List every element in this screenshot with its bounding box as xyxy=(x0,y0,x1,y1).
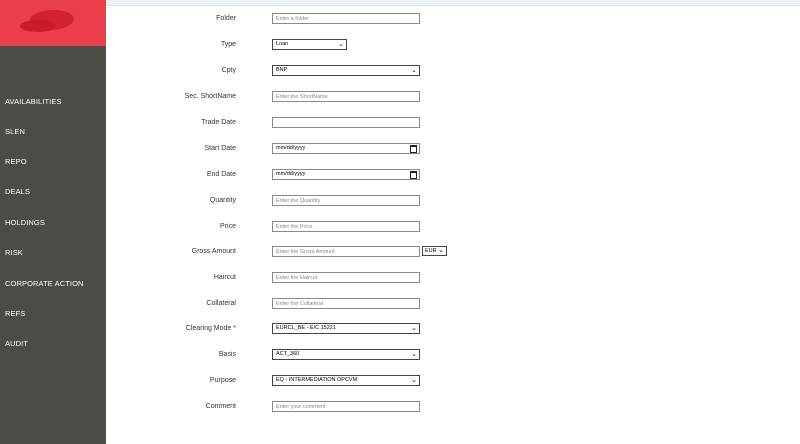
chevron-down-icon: ⌄ xyxy=(411,325,417,332)
start-date-label: Start Date xyxy=(204,145,236,152)
sidebar-item-slen[interactable]: SLEN xyxy=(5,127,25,136)
folder-label: Folder xyxy=(216,15,236,22)
comment-label: Comment xyxy=(205,403,236,410)
sidebar-item-repo[interactable]: REPO xyxy=(5,157,27,166)
quantity-label: Quantity xyxy=(209,197,236,204)
haircut-input[interactable] xyxy=(272,272,420,283)
end-date-value: mm/dd/yyyy xyxy=(276,171,306,177)
currency-select-value: EUR xyxy=(425,248,437,254)
trade-date-input[interactable] xyxy=(272,117,420,128)
cpty-select-value: BNP xyxy=(276,67,288,73)
calendar-icon[interactable] xyxy=(410,171,417,179)
gross-amount-label: Gross Amount xyxy=(191,248,236,255)
purpose-label: Purpose xyxy=(209,377,236,384)
calendar-icon[interactable] xyxy=(410,145,417,153)
chevron-down-icon: ⌄ xyxy=(411,67,417,74)
basis-select[interactable] xyxy=(272,349,420,360)
sidebar-item-audit[interactable]: AUDIT xyxy=(5,339,28,348)
currency-select[interactable] xyxy=(422,246,447,256)
chevron-down-icon: ⌄ xyxy=(411,351,417,358)
chevron-down-icon: ⌄ xyxy=(438,247,444,254)
price-label: Price xyxy=(220,223,236,230)
purpose-select-value: EQ - INTERMEDIATION OPCVM xyxy=(276,377,358,383)
folder-input[interactable] xyxy=(272,13,420,24)
sidebar-item-refs[interactable]: REFS xyxy=(5,309,26,318)
collateral-label: Collateral xyxy=(206,300,236,307)
sec-shortname-label: Sec. ShortName xyxy=(184,93,236,100)
end-date-input[interactable] xyxy=(272,169,420,180)
cpty-select[interactable] xyxy=(272,65,420,76)
price-input[interactable] xyxy=(272,221,420,232)
top-bar xyxy=(106,0,800,6)
haircut-label: Haircut xyxy=(213,274,236,281)
gross-amount-input[interactable] xyxy=(272,246,420,257)
comment-input[interactable] xyxy=(272,401,420,412)
basis-select-value: ACT_360 xyxy=(276,351,300,357)
end-date-label: End Date xyxy=(206,171,236,178)
clearing-mode-select-value: EURCL_BE - E/C 15221 xyxy=(276,325,336,331)
type-select[interactable] xyxy=(272,39,347,50)
quantity-input[interactable] xyxy=(272,195,420,206)
sidebar-item-availabilities[interactable]: AVAILABILITIES xyxy=(5,97,62,106)
chevron-down-icon: ⌄ xyxy=(338,41,344,48)
sidebar-item-corporate-action[interactable]: CORPORATE ACTION xyxy=(5,279,84,288)
collateral-input[interactable] xyxy=(272,298,420,309)
sidebar-item-holdings[interactable]: HOLDINGS xyxy=(5,218,45,227)
sidebar-item-deals[interactable]: DEALS xyxy=(5,187,31,196)
start-date-value: mm/dd/yyyy xyxy=(276,145,306,151)
basis-label: Basis xyxy=(218,351,236,358)
type-select-value: Loan xyxy=(276,41,289,47)
trade-date-label: Trade Date xyxy=(201,119,236,126)
cpty-label: Cpty xyxy=(221,67,236,74)
sec-shortname-input[interactable] xyxy=(272,91,420,102)
type-label: Type xyxy=(220,41,236,48)
clearing-mode-select[interactable] xyxy=(272,323,420,334)
chevron-down-icon: ⌄ xyxy=(411,377,417,384)
clearing-mode-label: Clearing Mode * xyxy=(185,325,236,332)
purpose-select[interactable] xyxy=(272,375,420,386)
sidebar-item-risk[interactable]: RISK xyxy=(5,248,23,257)
start-date-input[interactable] xyxy=(272,143,420,154)
